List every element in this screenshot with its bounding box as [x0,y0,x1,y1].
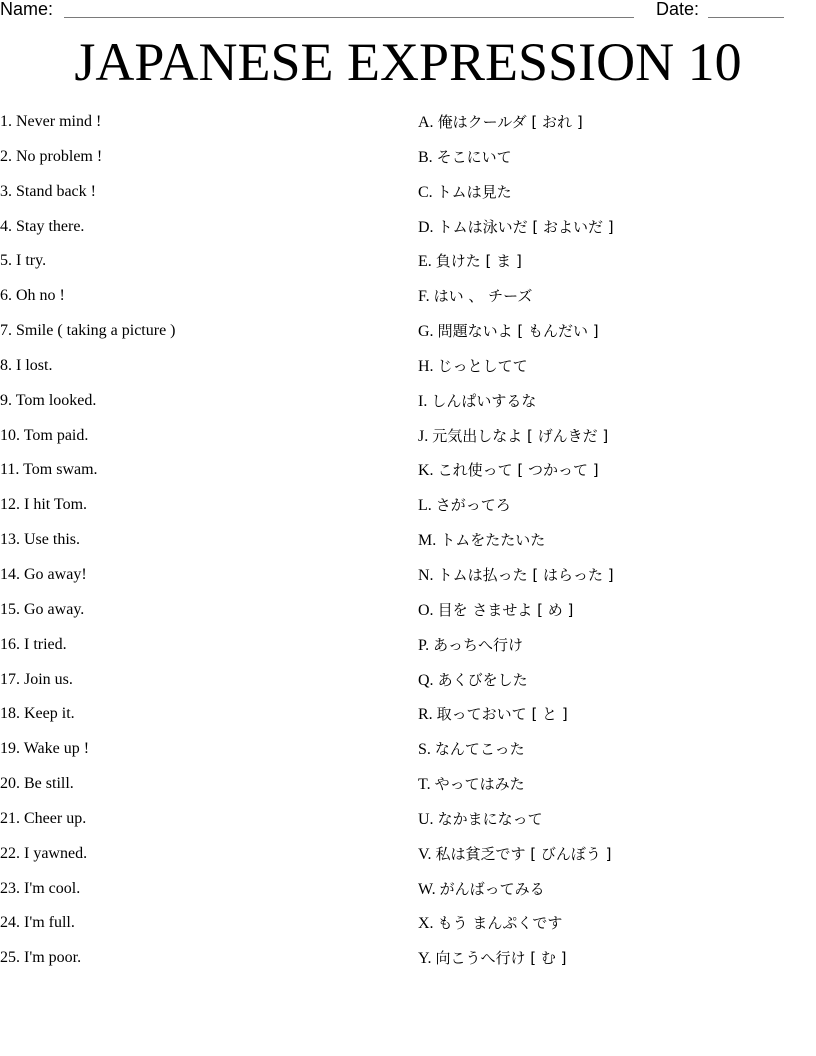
answer-japanese-text: じっとしてて [437,356,528,375]
answer-letter: K. [418,462,434,480]
answer-japanese-text: トムをたたいた [440,531,546,550]
clue-item: 23. I'm cool. [0,879,81,897]
answer-japanese-text: なんてこった [434,740,525,759]
answer-item [418,319,816,354]
answer-letter: G. [418,323,434,341]
date-label: Date: [656,0,700,19]
answer-item [418,807,816,842]
answer-japanese-text: さがってろ [435,496,511,515]
answer-letter: E. [418,253,432,271]
answer-japanese-text: トムは泳いだ [ およいだ ] [437,217,614,236]
answer-letter: R. [418,706,433,724]
clue-item: 12. I hit Tom. [0,496,88,514]
answer-letter: M. [418,532,437,550]
answer-item [418,598,816,633]
answer-item [418,737,816,772]
answer-letter: P. [418,636,430,654]
answer-japanese-text: 元気出しなよ [ げんきだ ] [432,426,609,445]
answer-japanese-text: やってはみた [434,775,525,794]
clue-item: 1. Never mind ! [0,113,102,130]
answer-item [418,702,816,737]
answer-letter: T. [418,776,431,794]
worksheet-title: JAPANESE EXPRESSION 10 [74,32,742,92]
answer-item [418,180,816,215]
answer-letter: Y. [418,950,432,968]
clue-item: 4. Stay there. [0,217,85,235]
clue-item: 21. Cheer up. [0,809,87,827]
clue-item: 9. Tom looked. [0,391,97,409]
answer-letter: L. [418,497,432,515]
answer-japanese-text: 問題ないよ [ もんだい ] [437,322,599,341]
answer-letter: Q. [418,671,434,689]
name-label: Name: [0,0,54,19]
answer-item [418,249,816,284]
answer-item [418,772,816,807]
clue-item: 13. Use this. [0,531,80,549]
answer-item [418,110,816,145]
clue-item: 8. I lost. [0,356,53,374]
clue-item: 3. Stand back ! [0,182,96,200]
answer-item [418,877,816,912]
clue-item: 7. Smile ( taking a picture ) [0,322,176,340]
english-clue-list [0,110,400,981]
worksheet-header [0,0,816,24]
answer-japanese-text: がんばってみる [439,879,545,898]
answer-japanese-text: 俺はクールダ [ おれ ] [437,113,583,131]
answer-letter: H. [418,357,434,375]
answer-letter: X. [418,915,434,933]
answer-item [418,911,816,946]
answer-item [418,424,816,459]
clue-item: 2. No problem ! [0,147,103,165]
clue-item: 16. I tried. [0,635,67,653]
answer-japanese-text: 私は貧乏です [ びんぼう ] [435,844,612,863]
answer-letter: V. [418,845,432,863]
answer-letter: J. [418,427,429,445]
answer-japanese-text: しんぱいするな [431,391,537,410]
answer-item [418,145,816,180]
clue-item: 18. Keep it. [0,705,75,723]
answer-letter: A. [418,114,434,131]
japanese-answer-list [418,110,816,981]
answer-japanese-text: はい 、 チーズ [433,287,533,306]
answer-japanese-text: これ使って [ つかって ] [437,461,599,480]
answer-item [418,284,816,319]
clue-item: 20. Be still. [0,775,74,793]
answer-item [418,563,816,598]
answer-japanese-text: トムは見た [436,182,512,201]
answer-item [418,354,816,389]
answer-letter: W. [418,880,436,898]
answer-letter: C. [418,183,433,201]
answer-item [418,633,816,668]
clue-item: 11. Tom swam. [0,461,98,479]
answer-item [418,389,816,424]
answer-japanese-text: あっちへ行け [433,635,523,654]
answer-item [418,946,816,981]
clue-item: 6. Oh no ! [0,287,65,305]
clue-item: 19. Wake up ! [0,740,90,758]
answer-item [418,842,816,877]
clue-item: 14. Go away! [0,565,87,583]
name-blank-line [64,17,634,18]
answer-japanese-text: あくびをした [437,670,528,689]
answer-japanese-text: 取っておいて [ と ] [436,705,568,724]
answer-japanese-text: 向こうへ行け [ む ] [435,949,567,968]
clue-item: 15. Go away. [0,600,85,618]
answer-japanese-text: トムは払った [ はらった ] [437,565,614,584]
answer-letter: D. [418,218,434,236]
answer-japanese-text: なかまになって [437,809,543,828]
answer-letter: O. [418,601,434,619]
answer-item [418,458,816,493]
answer-letter: S. [418,741,431,759]
clue-item: 10. Tom paid. [0,426,89,444]
clue-item: 22. I yawned. [0,844,88,862]
answer-item [418,528,816,563]
answer-item [418,493,816,528]
answer-letter: N. [418,566,434,584]
answer-letter: I. [418,392,428,410]
clue-item: 25. I'm poor. [0,949,82,967]
clue-item: 5. I try. [0,252,47,270]
answer-letter: B. [418,148,433,166]
answer-letter: U. [418,810,434,828]
answer-japanese-text: 目を さませよ [ め ] [437,600,574,619]
clue-item: 17. Join us. [0,670,73,688]
answer-japanese-text: そこにいて [436,147,512,166]
answer-item [418,215,816,250]
date-blank-line [708,17,784,18]
answer-item [418,668,816,703]
answer-japanese-text: 負けた [ ま ] [435,252,522,271]
answer-japanese-text: もう まんぷくです [437,914,563,933]
answer-letter: F. [418,288,430,306]
clue-item: 24. I'm full. [0,914,75,932]
